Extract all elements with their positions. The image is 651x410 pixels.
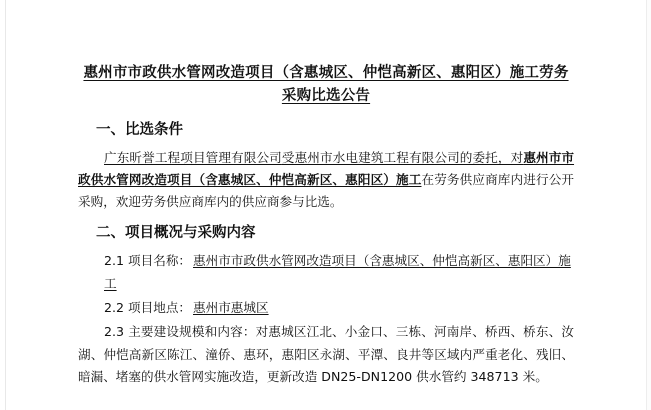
section-heading-2: 二、项目概况与采购内容 bbox=[96, 225, 256, 242]
item-value-2-3: 对惠城区江北、小金口、三栋、河南岸、桥西、桥东、汝湖、仲恺高新区陈江、潼侨、惠环，惠阳区永湖、平潭、良井等区域内严重老化、残旧、暗漏、堵塞的供水管网实施改造，更新改造 DN25-DN1200 供水管约 348713 米。 bbox=[78, 324, 574, 385]
item-number-2-2: 2.2 bbox=[104, 300, 125, 315]
agency-name: 广东昕誉工程项目管理有限公司 bbox=[104, 149, 282, 165]
item-value-2-2: 惠州市惠城区 bbox=[193, 300, 269, 315]
item-value-2-1: 惠州市市政供水管网改造项目（含惠城区、仲恺高新区、惠阳区）施工 bbox=[104, 253, 571, 291]
item-label-2-1: 项目名称： bbox=[128, 253, 191, 269]
section-heading-1: 一、比选条件 bbox=[96, 121, 183, 138]
list-item bbox=[78, 297, 574, 319]
commission-text: 受惠州市水电建筑工程有限公司的委托，对 bbox=[281, 149, 524, 165]
procurement-text: 在劳务供应商库内进行公开采购，欢迎劳务供应商库内的供应商参与比选。 bbox=[78, 171, 575, 209]
section-1-paragraph bbox=[78, 147, 574, 213]
project-name-inline: 惠州市市政供水管网改造项目（含惠城区、仲恺高新区、惠阳区）施工 bbox=[78, 149, 575, 187]
page-right-edge bbox=[646, 0, 651, 410]
item-number-2-3: 2.3 bbox=[104, 324, 125, 340]
item-label-2-3: 主要建设规模和内容： bbox=[128, 324, 256, 340]
list-item bbox=[78, 250, 574, 295]
item-label-2-2: 项目地点： bbox=[128, 300, 191, 315]
scope-paragraph bbox=[78, 321, 574, 388]
document-content bbox=[78, 62, 574, 389]
page-left-edge bbox=[0, 0, 6, 410]
item-number-2-1: 2.1 bbox=[104, 253, 125, 269]
page-title: 惠州市市政供水管网改造项目（含惠城区、仲恺高新区、惠阳区）施工劳务采购比选公告 bbox=[83, 65, 569, 105]
